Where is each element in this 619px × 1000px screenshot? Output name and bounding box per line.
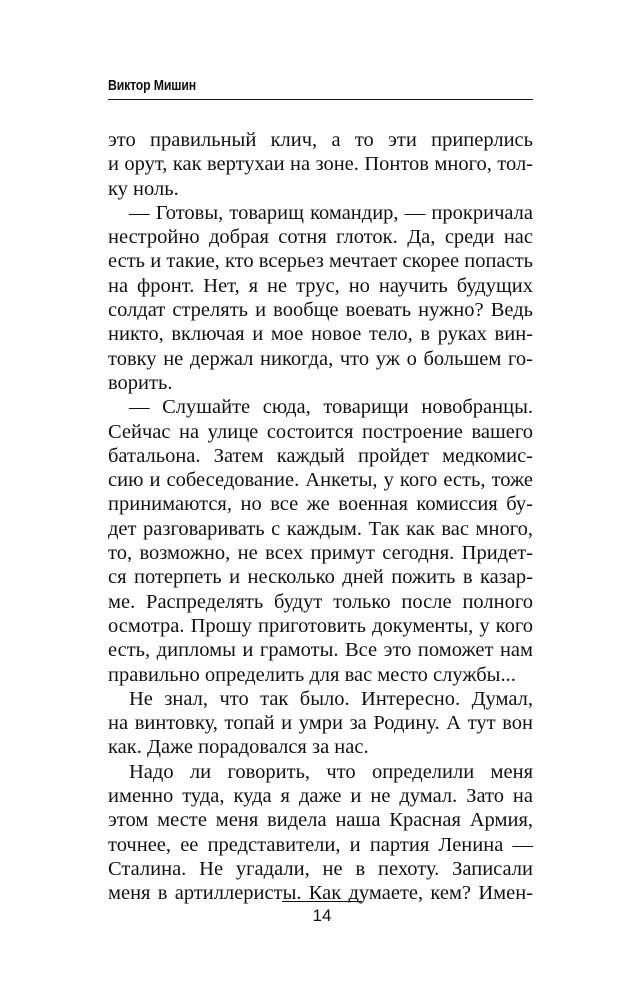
text-line: на фронт. Нет, я не трус, но научить будущих: [108, 274, 533, 297]
text-line: ся потерпеть и несколько дней пожить в казар-: [108, 566, 533, 589]
text-line: дет разговаривать с каждым. Так как вас много,: [108, 517, 533, 540]
running-header-author: Виктор Мишин: [108, 77, 196, 94]
text-line: как. Даже порадовался за нас.: [108, 736, 369, 759]
text-line: есть, дипломы и грамоты. Все это поможет нам: [108, 639, 533, 662]
text-line: батальона. Затем каждый пройдет медкомис-: [108, 444, 533, 467]
text-line: Сталина. Не угадали, не в пехоту. Записали: [108, 857, 533, 880]
text-line: это правильный клич, а то эти приперлись: [108, 129, 533, 151]
page-number: 14: [312, 906, 332, 925]
text-line: Сейчас на улице состоится построение вашего: [108, 420, 533, 443]
text-line: и орут, как вертухаи на зоне. Понтов много, тол-: [108, 153, 533, 176]
text-line: товку не держал никогда, что уж о большем го-: [108, 347, 533, 370]
text-line: принимаются, но все же военная комиссия бу-: [108, 493, 533, 516]
text-line: солдат стрелять и вообще воевать нужно? Ведь: [108, 299, 533, 322]
text-line: — Готовы, товарищ командир, — прокричала: [129, 201, 533, 224]
text-line: Надо ли говорить, что определили меня: [129, 760, 533, 783]
text-line: меня в артиллеристы. Как думаете, кем? Имен-: [108, 882, 533, 905]
text-line: осмотра. Прошу приготовить документы, у кого: [108, 614, 533, 637]
text-line: нестройно добрая сотня глоток. Да, среди нас: [108, 226, 533, 249]
text-line: то, возможно, не всех примут сегодня. Придет-: [108, 542, 533, 565]
text-line: правильно определить для вас место службы...: [108, 663, 516, 686]
footer-divider: [282, 901, 362, 902]
text-line: Не знал, что так было. Интересно. Думал,: [129, 687, 533, 710]
page-body-text: [108, 128, 533, 906]
text-line: есть и такие, кто всерьез мечтает скорее попасть: [108, 250, 533, 273]
text-line: никто, включая и мое новое тело, в руках вин-: [108, 323, 533, 346]
text-line: ку ноль.: [108, 177, 179, 200]
text-line: именно туда, куда я даже и не думал. Зато на: [108, 785, 533, 808]
text-line: — Слушайте сюда, товарищи новобранцы.: [129, 396, 533, 419]
text-line: сию и собеседование. Анкеты, у кого есть, тоже: [108, 469, 533, 492]
text-line: ворить.: [108, 371, 173, 394]
text-line: ме. Распределять будут только после полного: [108, 590, 533, 613]
text-line: этом месте меня видела наша Красная Армия,: [108, 809, 533, 832]
text-line: точнее, ее представители, и партия Ленина —: [108, 833, 533, 856]
header-divider: [108, 99, 533, 100]
text-line: на винтовку, топай и умри за Родину. А тут вон: [108, 712, 533, 735]
